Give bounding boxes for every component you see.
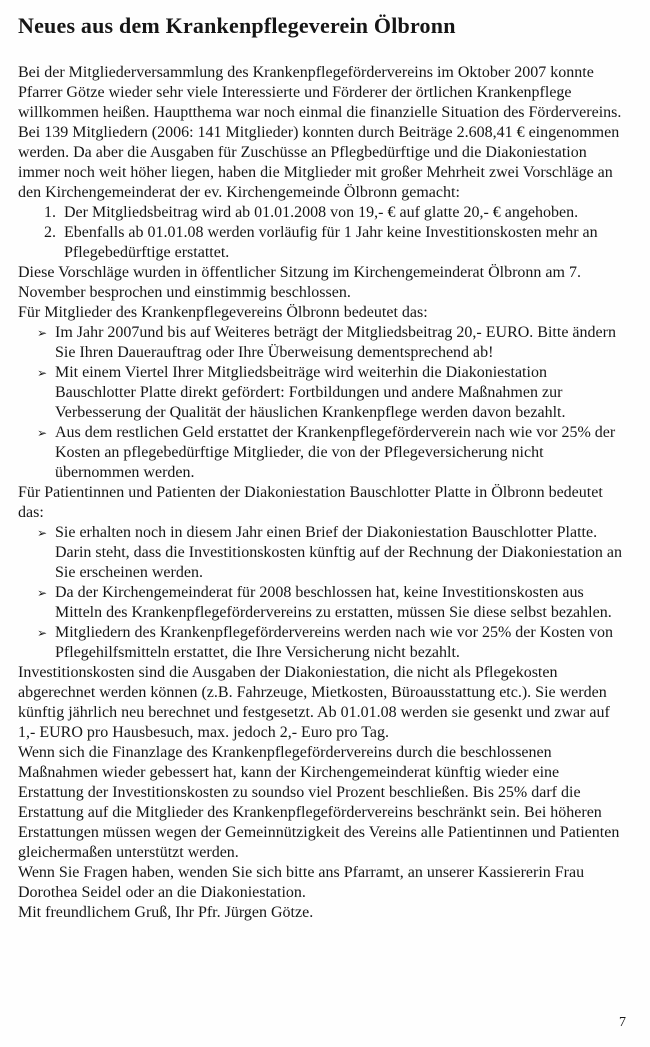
paragraph-investment-note: Investitionskosten sind die Ausgaben der Diakoniestation, die nicht als Pflegekosten abgerechnet werden können (z.B. Fahrzeuge, Mietkosten, Büroausstattung etc.). Sie werden künftig jährlich neu berechnet und festgesetzt. Ab 01.01.08 werden sie gesenkt und zwar auf 1,- EURO pro Hausbesuch, max. jedoch 2,- Euro pro Tag.: [18, 664, 610, 741]
arrow-bullet-icon: ➢: [37, 586, 48, 600]
proposal-list: [18, 203, 628, 263]
paragraph-intro: Bei der Mitgliederversammlung des Krankenpflegefördervereins im Oktober 2007 konnte Pfarrer Götze wieder sehr viele Interessierte und Förderer der örtlichen Krankenpflege willkommen heißen. Hauptthema war noch einmal die finanzielle Situation des Fördervereins. Bei 139 Mitgliedern (2006: 141 Mitglieder) konnten durch Beiträge 2.608,41 € eingenommen werden. Da aber die Ausgaben für Zuschüsse an Pflegbedürftige und die Diakoniestation immer noch weit höher liegen, haben die Mitglieder mit großer Mehrheit zwei Vorschläge an den Kirchengemeinderat der ev. Kirchengemeinde Ölbronn gemacht:: [18, 64, 622, 201]
paragraph-contact: Wenn Sie Fragen haben, wenden Sie sich bitte ans Pfarramt, an unserer Kassiererin Frau Dorothea Seidel oder an die Diakoniestation.: [18, 864, 585, 901]
arrow-bullet-icon: ➢: [37, 426, 48, 440]
paragraph-decision: Diese Vorschläge wurden in öffentlicher Sitzung im Kirchengemeinderat Ölbronn am 7. November besprochen und einstimmig beschlossen.: [18, 264, 581, 301]
list-item-text: Aus dem restlichen Geld erstattet der Krankenpflegeförderverein nach wie vor 25% der Kosten an pflegebedürftige Mitglieder, die von der Pflegeversicherung nicht übernommen werden.: [55, 424, 616, 481]
arrow-bullet-icon: ➢: [37, 326, 48, 340]
list-item-text: Sie erhalten noch in diesem Jahr einen Brief der Diakoniestation Bauschlotter Platte. Darin steht, dass die Investitionskosten künftig auf der Rechnung der Diakoniestation an Sie erscheinen werden.: [55, 524, 622, 581]
list-item: [18, 523, 628, 583]
patients-bullet-list: [18, 523, 628, 663]
list-item: [18, 223, 628, 263]
page-number: 7: [619, 1015, 626, 1030]
arrow-bullet-icon: ➢: [37, 366, 48, 380]
list-item-text: Im Jahr 2007und bis auf Weiteres beträgt der Mitgliedsbeitrag 20,- EURO. Bitte ändern Sie Ihren Dauerauftrag oder Ihre Überweisung dementsprechend ab!: [55, 324, 616, 361]
list-item-text: Mit einem Viertel Ihrer Mitgliedsbeiträge wird weiterhin die Diakoniestation Bauschlotter Platte direkt gefördert: Fortbildungen und andere Maßnahmen zur Verbesserung der Qualität der häuslichen Krankenpflege werden davon bezahlt.: [55, 364, 566, 421]
patients-section-heading: Für Patientinnen und Patienten der Diakoniestation Bauschlotter Platte in Ölbronn bedeutet das:: [18, 484, 603, 521]
document-title: Neues aus dem Krankenpflegeverein Ölbronn: [18, 13, 456, 38]
list-item: [18, 623, 628, 663]
list-item: [18, 363, 628, 423]
list-item: [18, 583, 628, 623]
list-item-text: Da der Kirchengemeinderat für 2008 beschlossen hat, keine Investitionskosten aus Mitteln des Krankenpflegefördervereins zu erstatten, müssen Sie diese selbst bezahlen.: [55, 584, 612, 621]
arrow-bullet-icon: ➢: [37, 526, 48, 540]
members-section-heading: Für Mitglieder des Krankenpflegevereins Ölbronn bedeutet das:: [18, 304, 428, 321]
list-item: [18, 203, 628, 223]
list-item-number: 1.: [44, 204, 56, 221]
paragraph-outlook: Wenn sich die Finanzlage des Krankenpflegefördervereins durch die beschlossenen Maßnahmen wieder gebessert hat, kann der Kirchengemeinderat künftig wieder eine Erstattung der Investitionskosten zu soundso viel Prozent beschließen. Bis 25% darf die Erstattung auf die Mitglieder des Krankenpflegefördervereins beschränkt sein. Bei höheren Erstattungen müssen wegen der Gemeinnützigkeit des Vereins alle Patientinnen und Patienten gleichermaßen unterstützt werden.: [18, 744, 620, 861]
list-item: [18, 323, 628, 363]
list-item-text: Der Mitgliedsbeitrag wird ab 01.01.2008 von 19,- € auf glatte 20,- € angehoben.: [64, 204, 579, 221]
list-item-number: 2.: [44, 224, 56, 241]
members-bullet-list: [18, 323, 628, 483]
paragraph-closing: Mit freundlichem Gruß, Ihr Pfr. Jürgen Götze.: [18, 904, 314, 921]
list-item: [18, 423, 628, 483]
list-item-text: Mitgliedern des Krankenpflegefördervereins werden nach wie vor 25% der Kosten von Pflegehilfsmitteln erstattet, die Ihre Versicherung nicht bezahlt.: [55, 624, 614, 661]
arrow-bullet-icon: ➢: [37, 626, 48, 640]
list-item-text: Ebenfalls ab 01.01.08 werden vorläufig für 1 Jahr keine Investitionskosten mehr an Pflegebedürftige erstattet.: [64, 224, 598, 261]
